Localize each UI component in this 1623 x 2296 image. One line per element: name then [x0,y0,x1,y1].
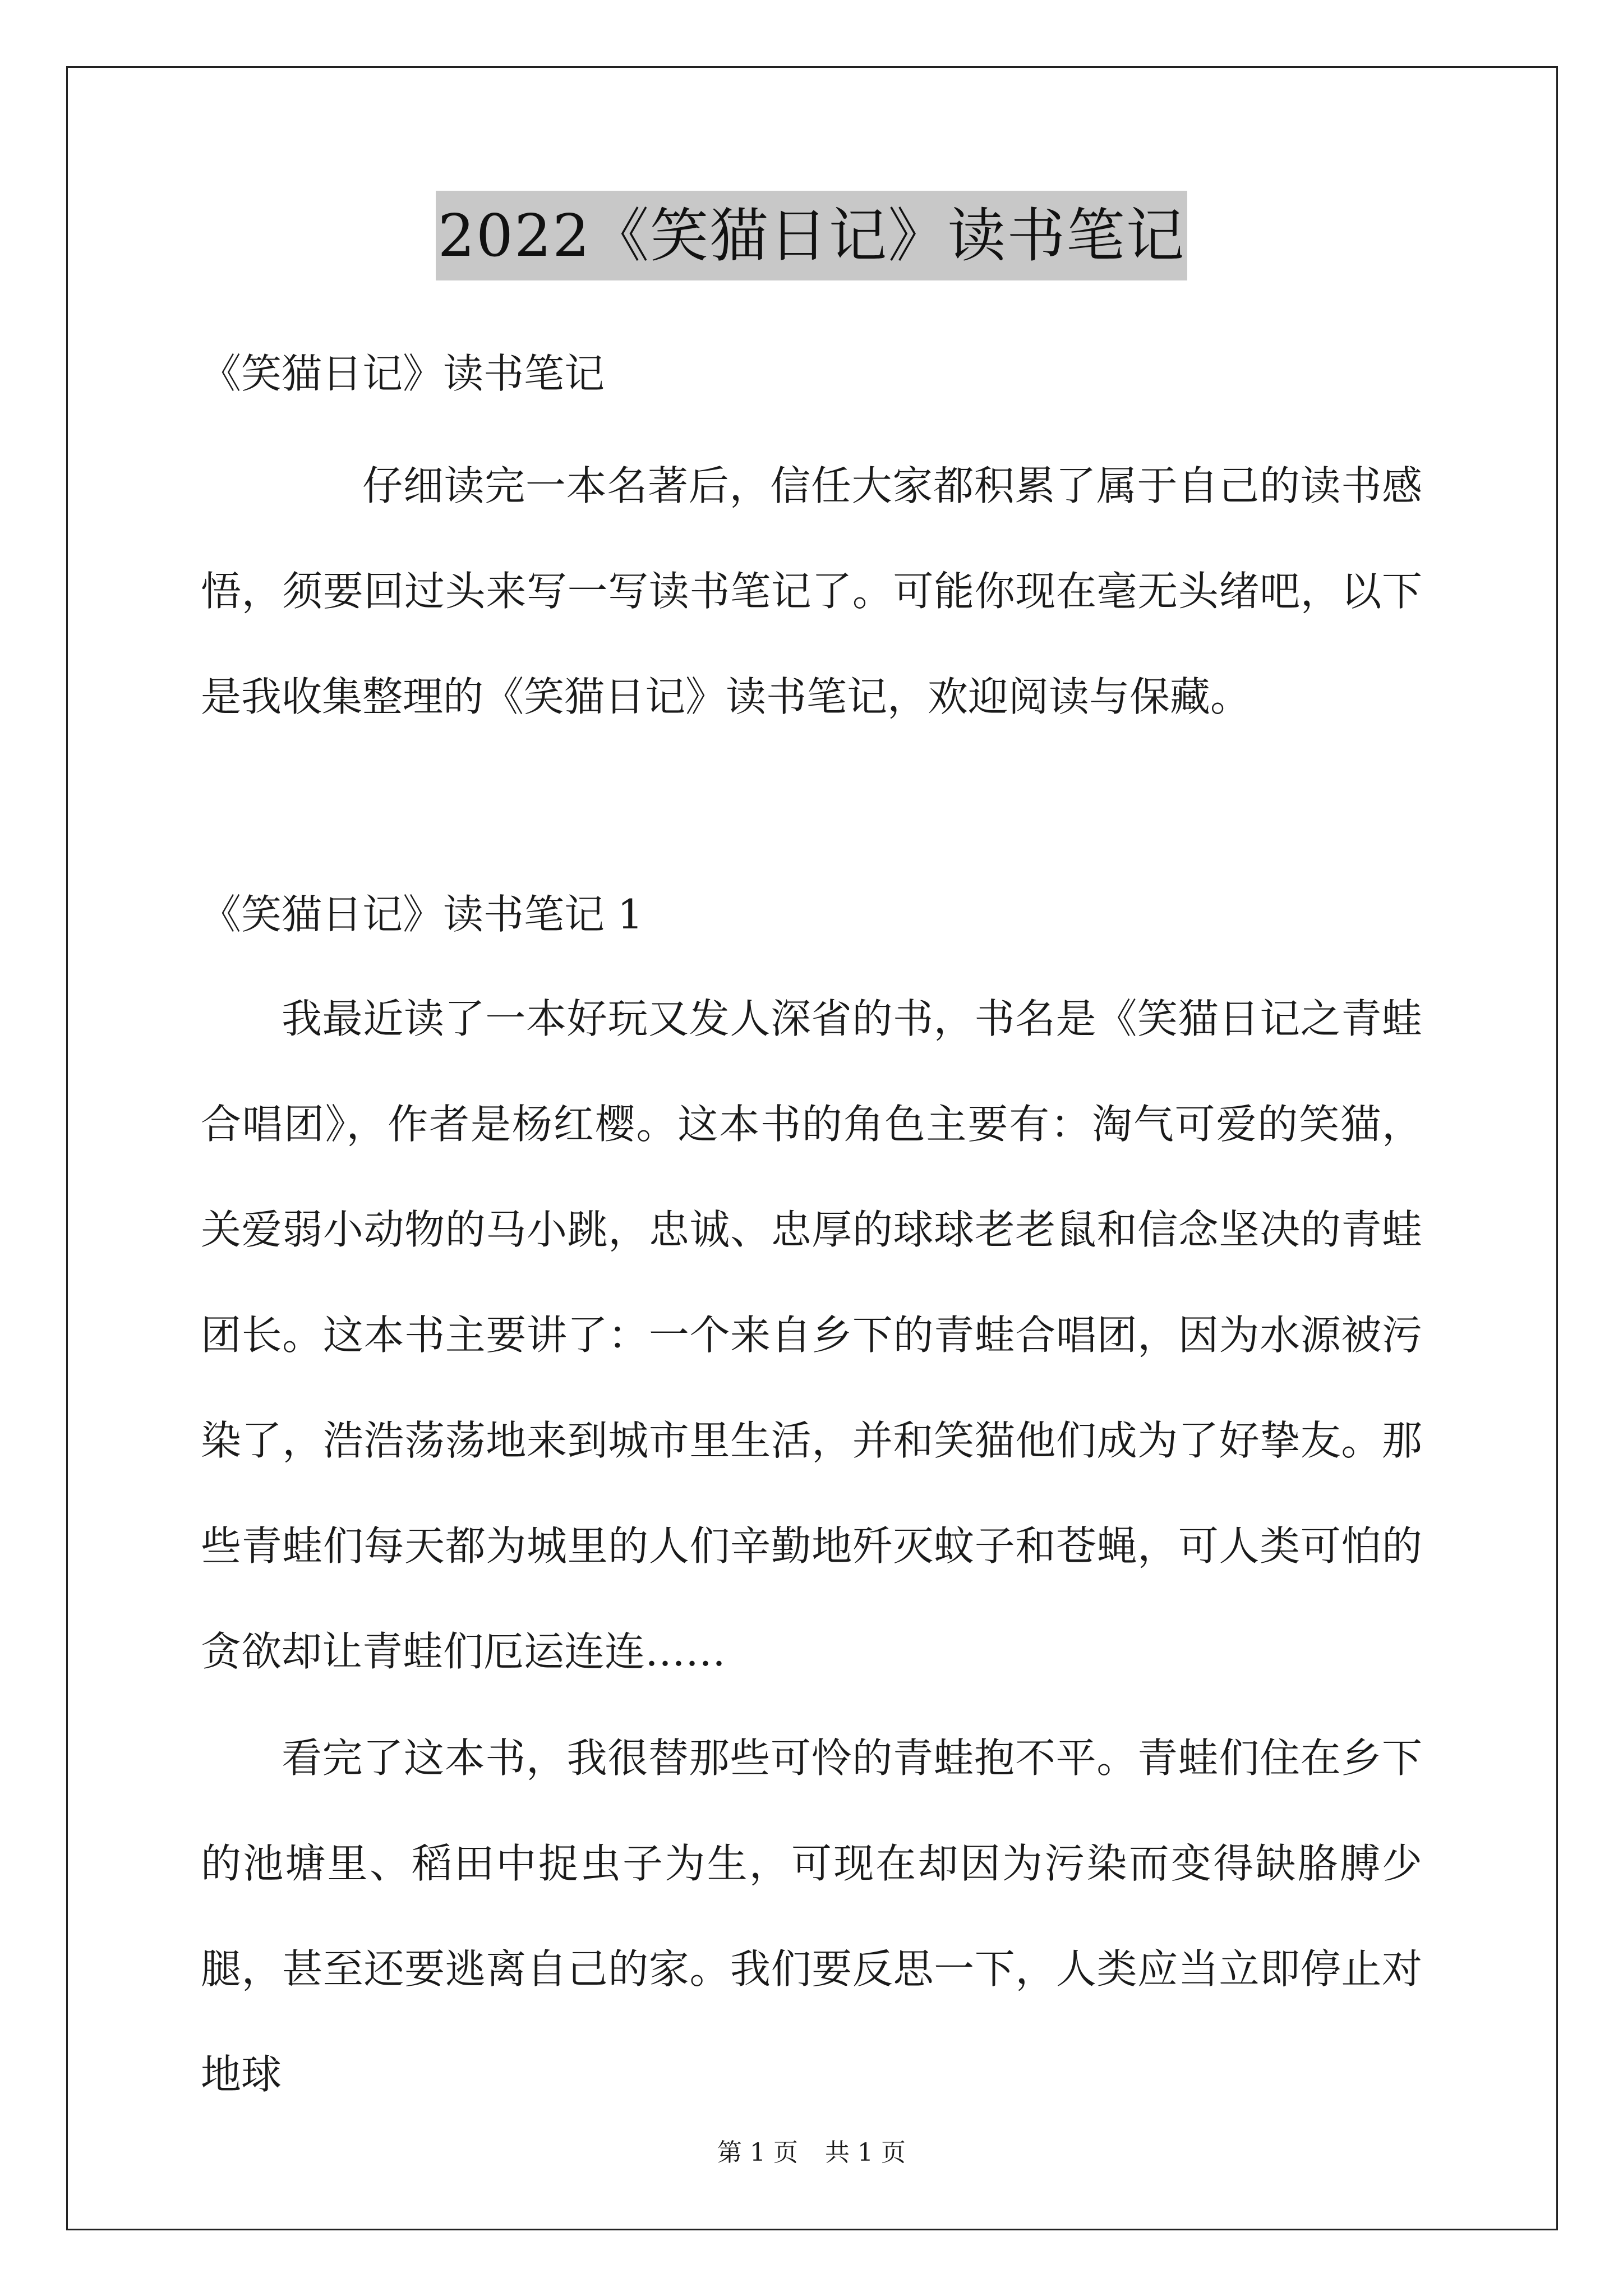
section-heading: 《笑猫日记》读书笔记 1 [201,891,643,938]
page-total: 共 1 页 [825,2138,906,2167]
document-title: 2022《笑猫日记》读书笔记 [436,191,1188,280]
body-paragraph: 看完了这本书，我很替那些可怜的青蛙抱不平。青蛙们住在乡下的池塘里、稻田中捉虫子为生，可现在却因为污染而变得缺胳膊少腿，甚至还要逃离自己的家。我们要反思一下，人类应当立即停止对地球 [201,1734,1422,2098]
page-footer [0,2136,1623,2170]
document-subtitle: 《笑猫日记》读书笔记 [201,350,605,397]
body-paragraph: 我最近读了一本好玩又发人深省的书，书名是《笑猫日记之青蛙合唱团》，作者是杨红樱。这本书的角色主要有：淘气可爱的笑猫，关爱弱小动物的马小跳，忠诚、忠厚的球球老老鼠和信念坚决的青蛙团长。这本书主要讲了：一个来自乡下的青蛙合唱团，因为水源被污染了，浩浩荡荡地来到城市里生活，并和笑猫他们成为了好挚友。那些青蛙们每天都为城里的人们辛勤地歼灭蚊子和苍蝇，可人类可怕的贪欲却让青蛙们厄运连连…… [201,995,1422,1675]
intro-paragraph: 仔细读完一本名著后，信任大家都积累了属于自己的读书感悟，须要回过头来写一写读书笔记了。可能你现在毫无头绪吧，以下是我收集整理的《笑猫日记》读书笔记，欢迎阅读与保藏。 [201,462,1422,720]
title-container [0,191,1623,280]
page-number: 第 1 页 [717,2138,798,2167]
